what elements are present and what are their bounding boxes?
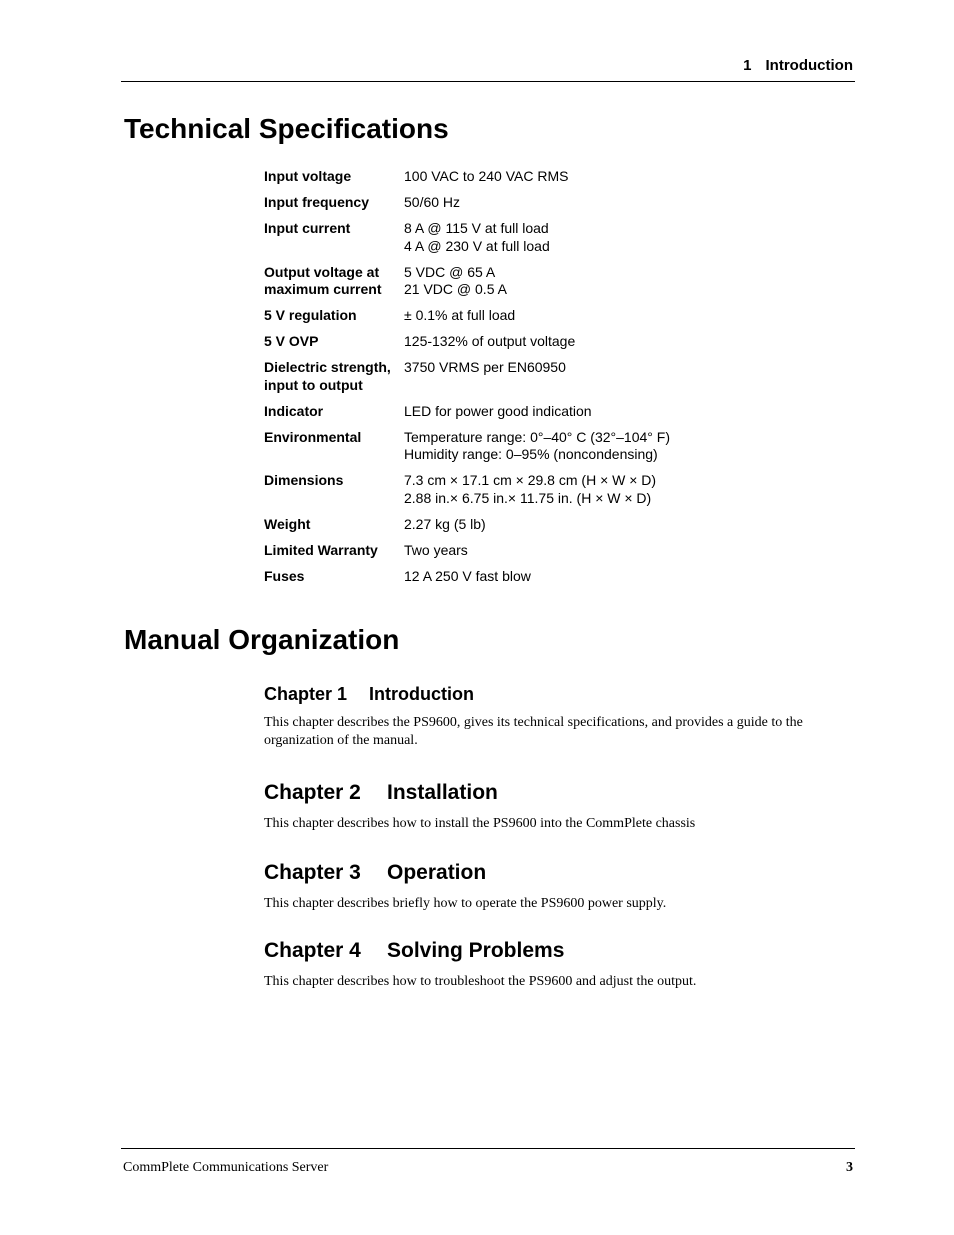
spec-value-line: Humidity range: 0–95% (noncondensing) bbox=[404, 446, 658, 462]
spec-label bbox=[264, 516, 404, 534]
chapter-description: This chapter describes the PS9600, gives its technical specifications, and provides a guide to the organization of the manual. bbox=[264, 715, 803, 748]
spec-value-line: ± 0.1% at full load bbox=[404, 307, 516, 323]
spec-row bbox=[264, 403, 824, 421]
chapter-number: Chapter 3 bbox=[264, 861, 361, 884]
spec-row bbox=[264, 194, 824, 212]
chapter-number: Chapter 2 bbox=[264, 781, 361, 804]
spec-label-line: input to output bbox=[264, 376, 363, 393]
spec-value bbox=[404, 307, 824, 325]
spec-label-line: 5 V regulation bbox=[264, 307, 357, 323]
chapter-entry-3 bbox=[264, 861, 824, 913]
spec-label-line: Input frequency bbox=[264, 194, 370, 210]
spec-value-line: LED for power good indication bbox=[404, 402, 592, 419]
spec-value-line: 3750 VRMS per EN60950 bbox=[404, 359, 566, 375]
spec-value-line: 8 A @ 115 V at full load bbox=[404, 220, 549, 236]
spec-value bbox=[404, 220, 824, 255]
spec-value-line: 100 VAC to 240 VAC RMS bbox=[404, 168, 569, 184]
spec-value bbox=[404, 516, 824, 534]
spec-row bbox=[264, 429, 824, 464]
spec-value bbox=[404, 359, 824, 394]
spec-label bbox=[264, 168, 404, 186]
spec-value-line: 7.3 cm × 17.1 cm × 29.8 cm (H × W × D) bbox=[404, 472, 657, 488]
chapter-heading bbox=[264, 781, 824, 809]
spec-label-line: Input voltage bbox=[264, 168, 352, 184]
specifications-table bbox=[264, 168, 824, 594]
manual-organization-title: Manual Organization bbox=[124, 624, 400, 655]
spec-label bbox=[264, 472, 404, 507]
spec-row bbox=[264, 333, 824, 351]
chapter-title: Solving Problems bbox=[387, 939, 565, 962]
spec-label-line: Weight bbox=[264, 515, 311, 532]
header-rule bbox=[121, 81, 855, 82]
spec-value-line: 12 A 250 V fast blow bbox=[404, 567, 531, 584]
spec-label-line: Dimensions bbox=[264, 472, 344, 488]
spec-value-line: 4 A @ 230 V at full load bbox=[404, 237, 550, 254]
spec-value bbox=[404, 568, 824, 586]
spec-value-line: 125-132% of output voltage bbox=[404, 333, 576, 349]
spec-label bbox=[264, 307, 404, 325]
spec-row bbox=[264, 568, 824, 586]
spec-label-line: Fuses bbox=[264, 567, 305, 584]
header-chapter-number: 1 bbox=[743, 57, 752, 74]
spec-label bbox=[264, 220, 404, 255]
chapter-number: Chapter 4 bbox=[264, 939, 361, 962]
spec-label bbox=[264, 403, 404, 421]
spec-value bbox=[404, 168, 824, 186]
chapter-heading bbox=[264, 684, 824, 708]
spec-label bbox=[264, 568, 404, 586]
spec-row bbox=[264, 359, 824, 394]
spec-value-line: Two years bbox=[404, 541, 468, 558]
chapter-title: Operation bbox=[387, 861, 487, 884]
spec-label-line: maximum current bbox=[264, 281, 382, 297]
spec-label-line: Limited Warranty bbox=[264, 541, 378, 558]
chapter-description: This chapter describes briefly how to operate the PS9600 power supply. bbox=[264, 896, 667, 911]
spec-value-line: 2.27 kg (5 lb) bbox=[404, 515, 486, 532]
spec-value-line: 50/60 Hz bbox=[404, 194, 461, 210]
spec-label bbox=[264, 542, 404, 560]
chapter-entry-2 bbox=[264, 781, 824, 833]
chapter-title: Introduction bbox=[369, 684, 474, 704]
technical-specifications-title: Technical Specifications bbox=[124, 113, 449, 144]
spec-row bbox=[264, 516, 824, 534]
spec-label-line: Dielectric strength, bbox=[264, 359, 391, 375]
spec-label-line: Output voltage at bbox=[264, 263, 380, 280]
chapter-number: Chapter 1 bbox=[264, 684, 348, 704]
spec-label-line: Input current bbox=[264, 220, 351, 236]
spec-row bbox=[264, 307, 824, 325]
chapter-heading bbox=[264, 939, 824, 967]
spec-value-line: 21 VDC @ 0.5 A bbox=[404, 281, 507, 297]
spec-label-line: Indicator bbox=[264, 402, 324, 419]
footer-rule bbox=[121, 1148, 855, 1149]
spec-label bbox=[264, 359, 404, 394]
spec-row bbox=[264, 220, 824, 255]
spec-value-line: 2.88 in.× 6.75 in.× 11.75 in. (H × W × D) bbox=[404, 489, 652, 506]
chapter-title: Installation bbox=[387, 781, 498, 804]
spec-value bbox=[404, 403, 824, 421]
spec-row bbox=[264, 264, 824, 299]
chapter-description: This chapter describes how to install the PS9600 into the CommPlete chassis bbox=[264, 816, 696, 831]
spec-value-line: Temperature range: 0°–40° C (32°–104° F) bbox=[404, 428, 670, 445]
chapter-entry-1 bbox=[264, 684, 824, 750]
spec-label bbox=[264, 333, 404, 351]
spec-label bbox=[264, 264, 404, 299]
spec-label bbox=[264, 429, 404, 464]
spec-label bbox=[264, 194, 404, 212]
spec-value bbox=[404, 194, 824, 212]
spec-value bbox=[404, 429, 824, 464]
chapter-entry-4 bbox=[264, 939, 824, 991]
spec-label-line: 5 V OVP bbox=[264, 333, 319, 349]
spec-label-line: Environmental bbox=[264, 428, 362, 445]
chapter-list bbox=[264, 684, 824, 991]
spec-row bbox=[264, 168, 824, 186]
spec-row bbox=[264, 472, 824, 507]
chapter-description: This chapter describes how to troubleshoot the PS9600 and adjust the output. bbox=[264, 974, 697, 989]
spec-value bbox=[404, 333, 824, 351]
spec-value bbox=[404, 542, 824, 560]
chapter-heading bbox=[264, 861, 824, 889]
footer-document-title: CommPlete Communications Server bbox=[123, 1160, 329, 1175]
running-header bbox=[0, 57, 853, 74]
spec-value-line: 5 VDC @ 65 A bbox=[404, 263, 496, 280]
spec-value bbox=[404, 472, 824, 507]
spec-value bbox=[404, 264, 824, 299]
header-chapter-title: Introduction bbox=[765, 57, 853, 74]
spec-row bbox=[264, 542, 824, 560]
footer-page-number: 3 bbox=[846, 1160, 853, 1175]
